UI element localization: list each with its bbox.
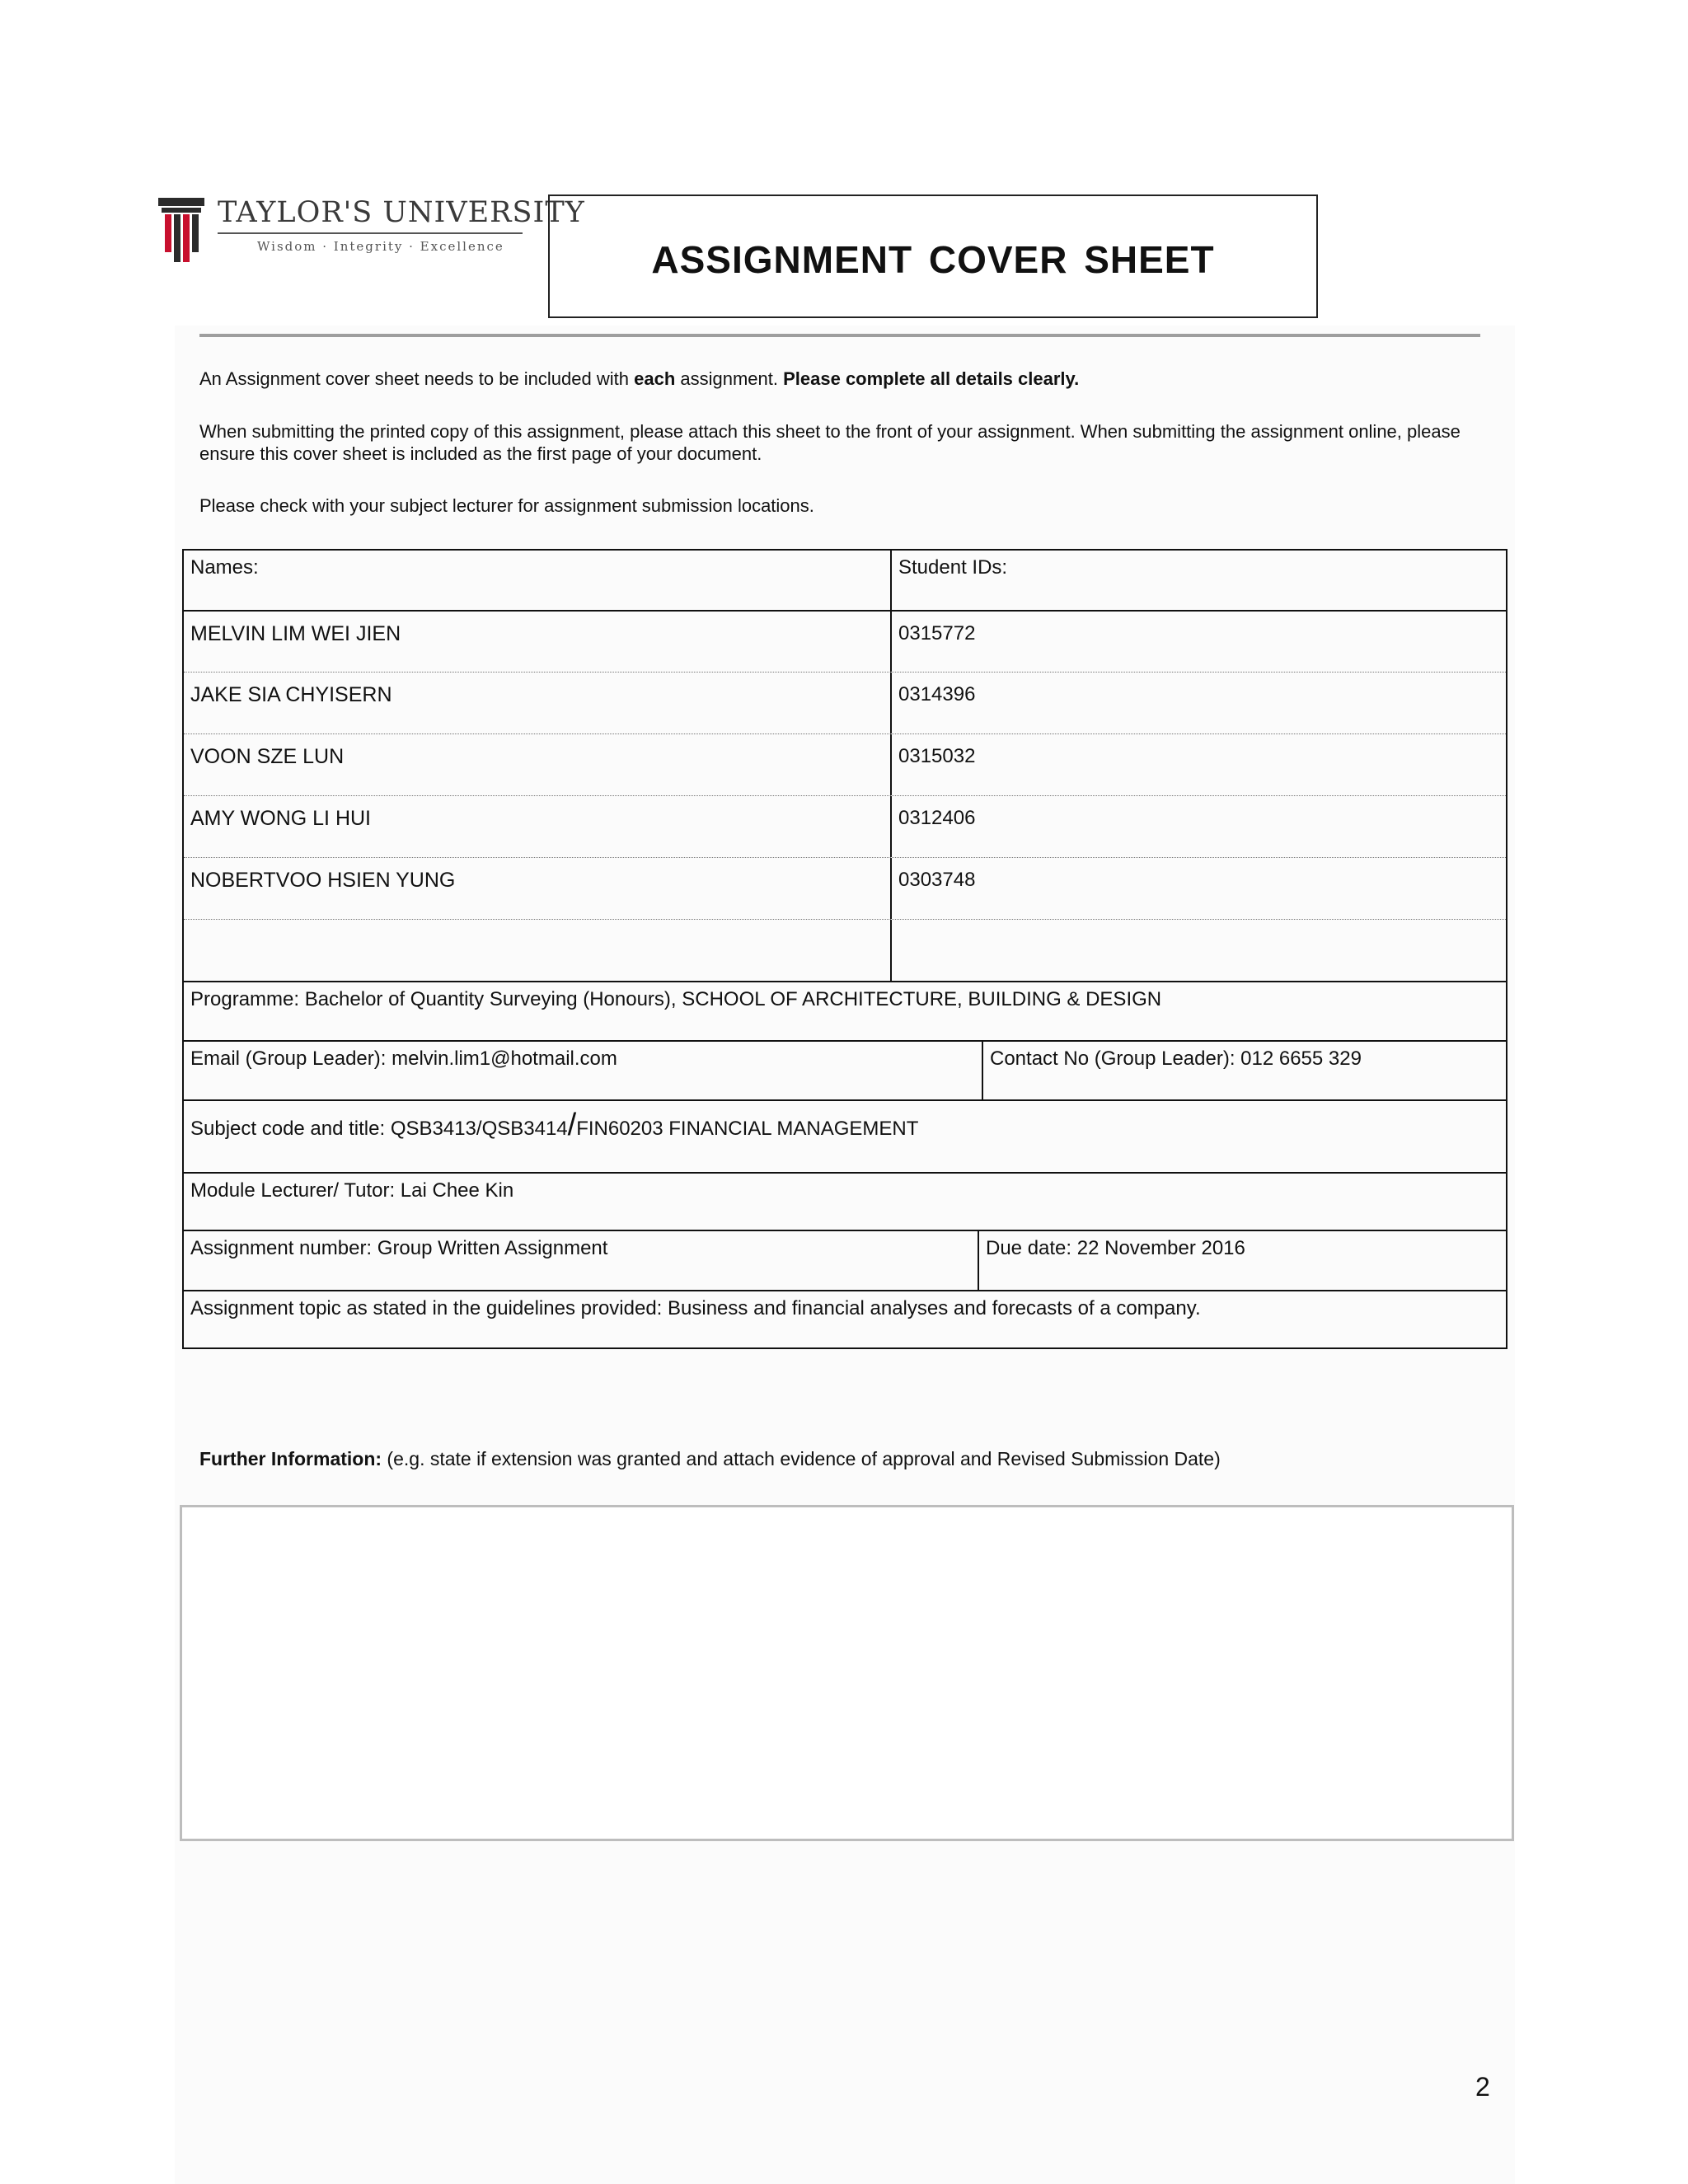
university-tagline: Wisdom · Integrity · Excellence xyxy=(257,239,504,254)
module-lecturer-field[interactable]: Module Lecturer/ Tutor: Lai Chee Kin xyxy=(190,1179,514,1202)
intro-submission-instructions: When submitting the printed copy of this assignment, please attach this sheet to the front of your assignment. When submitting the assignment online, please ensure this cover sheet is included as the first page of your document. xyxy=(199,421,1461,464)
student-id[interactable]: 0315032 xyxy=(890,734,1506,795)
group-leader-email[interactable]: Email (Group Leader): melvin.lim1@hotmail.com xyxy=(190,1047,617,1070)
student-name[interactable]: MELVIN LIM WEI JIEN xyxy=(190,622,401,645)
university-name: TAYLOR'S UNIVERSITY xyxy=(218,196,585,229)
university-logo xyxy=(158,196,585,270)
assignment-row xyxy=(184,1230,1506,1290)
student-row xyxy=(184,610,1506,672)
student-row xyxy=(184,857,1506,919)
student-id[interactable]: 0303748 xyxy=(890,858,1506,919)
student-row-empty xyxy=(184,919,1506,981)
student-name[interactable] xyxy=(184,920,890,981)
further-information-heading: Further Information: xyxy=(199,1448,382,1469)
student-id[interactable]: 0312406 xyxy=(890,796,1506,857)
page-number: 2 xyxy=(1475,2072,1490,2102)
lecturer-row xyxy=(184,1172,1506,1230)
intro-line-1-prefix: An Assignment cover sheet needs to be included with xyxy=(199,368,635,389)
student-name[interactable]: AMY WONG LI HUI xyxy=(190,807,372,830)
subject-separator: / xyxy=(567,1108,577,1142)
names-label: Names: xyxy=(190,556,259,579)
group-leader-contact[interactable]: Contact No (Group Leader): 012 6655 329 xyxy=(982,1042,1506,1099)
subject-row xyxy=(184,1099,1506,1172)
due-date-field[interactable]: Due date: 22 November 2016 xyxy=(978,1231,1506,1290)
student-id[interactable]: 0315772 xyxy=(890,612,1506,672)
further-information-box[interactable] xyxy=(180,1505,1514,1841)
intro-line-1 xyxy=(199,368,1502,390)
intro-line-1-middle: assignment. xyxy=(675,368,784,389)
topic-row xyxy=(184,1290,1506,1347)
further-information-hint: (e.g. state if extension was granted and attach evidence of approval and Revised Submission Date) xyxy=(382,1448,1221,1469)
student-id[interactable] xyxy=(890,920,1506,981)
intro-each-emphasis: each xyxy=(634,368,676,389)
email-contact-row xyxy=(184,1040,1506,1099)
logo-divider xyxy=(218,232,523,234)
subject-codes: Subject code and title: QSB3413/QSB3414 xyxy=(190,1118,568,1140)
student-row xyxy=(184,733,1506,795)
further-information-label xyxy=(199,1448,1221,1470)
header-row xyxy=(184,551,1506,610)
programme-row xyxy=(184,981,1506,1040)
title-box xyxy=(548,194,1318,318)
student-ids-label: Student IDs: xyxy=(890,551,1506,610)
assignment-number-field[interactable]: Assignment number: Group Written Assignment xyxy=(190,1237,608,1259)
student-name[interactable]: VOON SZE LUN xyxy=(190,745,345,768)
student-name[interactable]: JAKE SIA CHYISERN xyxy=(190,683,392,706)
assignment-topic-field[interactable]: Assignment topic as stated in the guidelines provided: Business and financial analyses and forecasts of a company. xyxy=(190,1297,1201,1319)
student-name[interactable]: NOBERTVOO HSIEN YUNG xyxy=(190,869,456,892)
student-id[interactable]: 0314396 xyxy=(890,673,1506,733)
header-divider xyxy=(199,334,1480,337)
student-row xyxy=(184,672,1506,733)
programme-field[interactable]: Programme: Bachelor of Quantity Surveying (Honours), SCHOOL OF ARCHITECTURE, BUILDING & DESIGN xyxy=(190,988,1162,1010)
cover-sheet-form xyxy=(182,549,1507,1349)
subject-title: FIN60203 FINANCIAL MANAGEMENT xyxy=(576,1118,919,1140)
intro-complete-emphasis: Please complete all details clearly. xyxy=(783,368,1080,389)
subject-field[interactable] xyxy=(184,1101,1506,1172)
student-row xyxy=(184,795,1506,857)
university-crest-icon xyxy=(158,198,204,264)
page-title: ASSIGNMENT COVER SHEET xyxy=(651,238,1215,281)
intro-location-note: Please check with your subject lecturer for assignment submission locations. xyxy=(199,495,814,516)
